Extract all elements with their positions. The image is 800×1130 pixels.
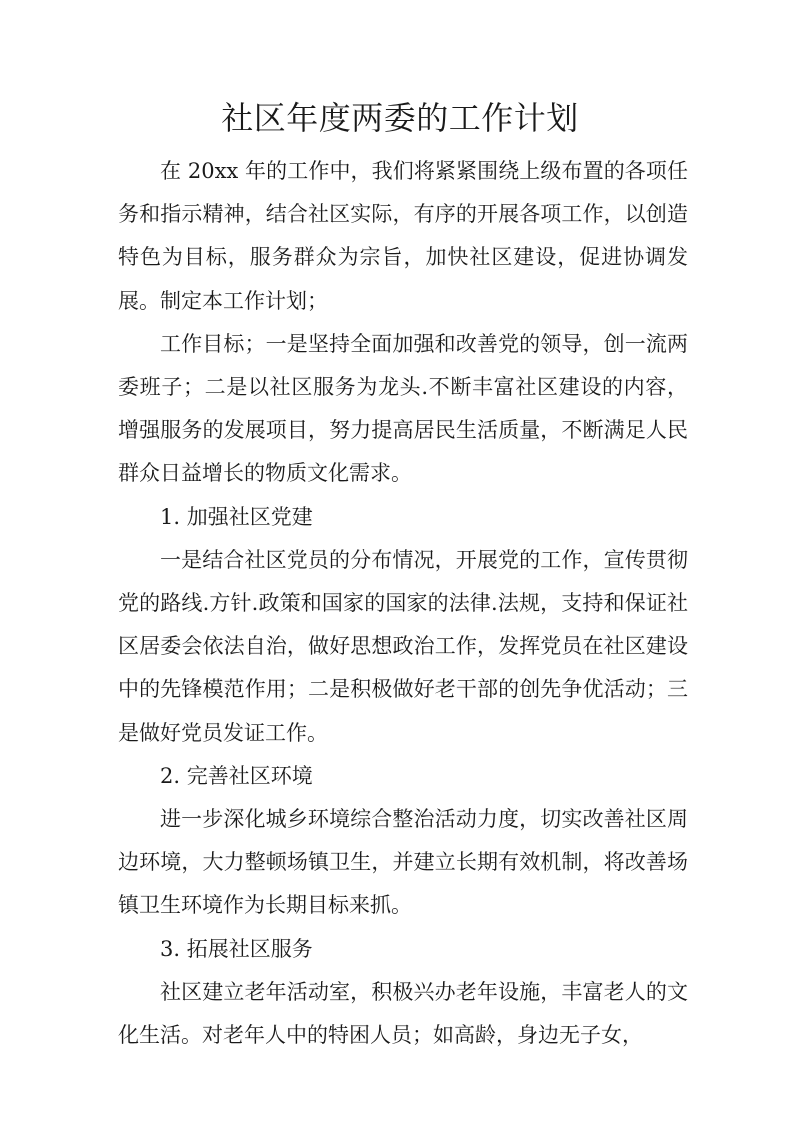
document-title: 社区年度两委的工作计划: [221, 99, 579, 137]
section-heading-party-building: 1. 加强社区党建: [160, 504, 313, 529]
document-body: [118, 150, 688, 1057]
goals-paragraph: 工作目标；一是坚持全面加强和改善党的领导，创一流两委班子；二是以社区服务为龙头.不断丰富社区建设的内容，增强服务的发展项目，努力提高居民生活质量，不断满足人民群众日益增长的物质文化需求。: [118, 331, 688, 486]
environment-paragraph: 进一步深化城乡环境综合整治活动力度，切实改善社区周边环境，大力整顿场镇卫生，并建立长期有效机制，将改善场镇卫生环境作为长期目标来抓。: [118, 807, 688, 918]
section-heading-services: 3. 拓展社区服务: [160, 936, 313, 961]
party-building-paragraph: 一是结合社区党员的分布情况，开展党的工作，宣传贯彻党的路线.方针.政策和国家的国家的法律.法规，支持和保证社区居委会依法自治，做好思想政治工作，发挥党员在社区建设中的先锋模范作用；二是积极做好老干部的创先争优活动；三是做好党员发证工作。: [118, 547, 688, 745]
intro-paragraph: 在 20xx 年的工作中，我们将紧紧围绕上级布置的各项任务和指示精神，结合社区实际，有序的开展各项工作，以创造特色为目标，服务群众为宗旨，加快社区建设，促进协调发展。制定本工作计划；: [118, 159, 688, 313]
services-paragraph: 社区建立老年活动室，积极兴办老年设施，丰富老人的文化生活。对老年人中的特困人员；如高龄，身边无子女，: [118, 979, 688, 1048]
section-heading-environment: 2. 完善社区环境: [160, 763, 313, 788]
